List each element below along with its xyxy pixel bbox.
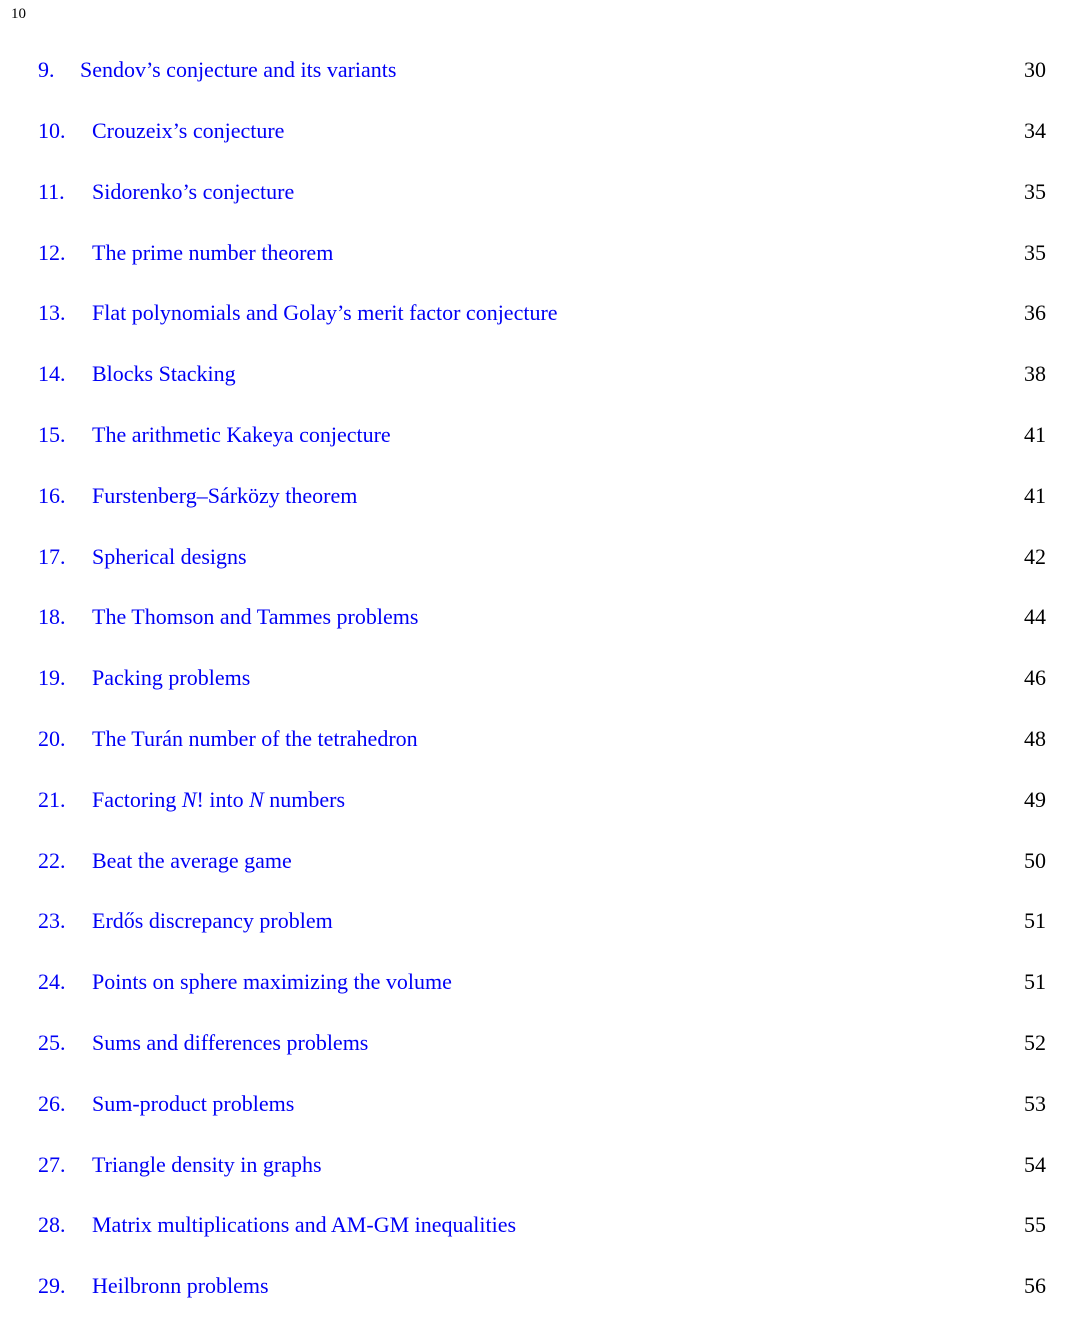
toc-entry-title bbox=[92, 785, 345, 815]
toc-entry-page: 35 bbox=[1024, 179, 1046, 204]
toc-entry-number: 20. bbox=[38, 726, 66, 751]
math-variable-n: N bbox=[249, 787, 264, 812]
toc-entry-page: 50 bbox=[1024, 848, 1046, 873]
toc-entry-number: 26. bbox=[38, 1091, 66, 1116]
toc-entry-title: Spherical designs bbox=[92, 544, 247, 569]
toc-entry-page: 48 bbox=[1024, 726, 1046, 751]
toc-entry-number: 9. bbox=[38, 57, 55, 82]
toc-entry-number: 29. bbox=[38, 1273, 66, 1298]
toc-entry-page: 38 bbox=[1024, 361, 1046, 386]
toc-entry-title: Heilbronn problems bbox=[92, 1273, 269, 1298]
toc-entry-page: 46 bbox=[1024, 665, 1046, 690]
toc-entry-19[interactable] bbox=[38, 663, 1046, 693]
toc-entry-26[interactable] bbox=[38, 1089, 1046, 1119]
toc-entry-page: 30 bbox=[1024, 57, 1046, 82]
toc-entry-page: 56 bbox=[1024, 1273, 1046, 1298]
toc-entry-number: 19. bbox=[38, 665, 66, 690]
toc-entry-title: The prime number theorem bbox=[92, 240, 334, 265]
toc-entry-number: 21. bbox=[38, 787, 66, 812]
toc-entry-number: 14. bbox=[38, 361, 66, 386]
toc-entry-11[interactable] bbox=[38, 177, 1046, 207]
page-number: 10 bbox=[11, 6, 26, 22]
toc-entry-number: 16. bbox=[38, 483, 66, 508]
toc-entry-page: 44 bbox=[1024, 604, 1046, 629]
toc-entry-title: Erdős discrepancy problem bbox=[92, 908, 333, 933]
toc-entry-13[interactable] bbox=[38, 298, 1046, 328]
toc-entry-title: The Turán number of the tetrahedron bbox=[92, 726, 418, 751]
toc-entry-page: 36 bbox=[1024, 300, 1046, 325]
toc-entry-title: Beat the average game bbox=[92, 848, 292, 873]
toc-entry-number: 18. bbox=[38, 604, 66, 629]
toc-entry-number: 22. bbox=[38, 848, 66, 873]
title-text: numbers bbox=[263, 787, 346, 812]
toc-entry-16[interactable] bbox=[38, 481, 1046, 511]
toc-entry-page: 52 bbox=[1024, 1030, 1046, 1055]
toc-entry-23[interactable] bbox=[38, 906, 1046, 936]
toc-entry-title: The Thomson and Tammes problems bbox=[92, 604, 419, 629]
toc-entry-title: Triangle density in graphs bbox=[92, 1152, 322, 1177]
toc-entry-29[interactable] bbox=[38, 1271, 1046, 1301]
toc-entry-title: Furstenberg–Sárközy theorem bbox=[92, 483, 358, 508]
toc-entry-21[interactable] bbox=[38, 785, 1046, 815]
toc-entry-number: 27. bbox=[38, 1152, 66, 1177]
toc-entry-page: 55 bbox=[1024, 1212, 1046, 1237]
toc-entry-title: Packing problems bbox=[92, 665, 251, 690]
title-text: ! into bbox=[196, 787, 250, 812]
toc-entry-number: 25. bbox=[38, 1030, 66, 1055]
toc-entry-title: Crouzeix’s conjecture bbox=[92, 118, 285, 143]
toc-entry-title: Points on sphere maximizing the volume bbox=[92, 969, 452, 994]
toc-entry-10[interactable] bbox=[38, 116, 1046, 146]
toc-entry-12[interactable] bbox=[38, 238, 1046, 268]
title-text: Factoring bbox=[92, 787, 182, 812]
toc-entry-page: 51 bbox=[1024, 908, 1046, 933]
toc-entry-title: The arithmetic Kakeya conjecture bbox=[92, 422, 391, 447]
toc-entry-number: 17. bbox=[38, 544, 66, 569]
toc-entry-number: 15. bbox=[38, 422, 66, 447]
toc-entry-title: Matrix multiplications and AM-GM inequalities bbox=[92, 1212, 517, 1237]
toc-entry-page: 34 bbox=[1024, 118, 1046, 143]
toc-entry-page: 54 bbox=[1024, 1152, 1046, 1177]
toc-entry-page: 41 bbox=[1024, 422, 1046, 447]
toc-entry-page: 51 bbox=[1024, 969, 1046, 994]
toc-entry-17[interactable] bbox=[38, 542, 1046, 572]
toc-entry-page: 42 bbox=[1024, 544, 1046, 569]
toc-entry-number: 23. bbox=[38, 908, 66, 933]
toc-entry-title: Sendov’s conjecture and its variants bbox=[80, 57, 397, 82]
toc-entry-14[interactable] bbox=[38, 359, 1046, 389]
toc-entry-27[interactable] bbox=[38, 1150, 1046, 1180]
toc-entry-number: 28. bbox=[38, 1212, 66, 1237]
toc-entry-9[interactable] bbox=[38, 55, 1046, 85]
toc-entry-number: 11. bbox=[38, 179, 65, 204]
math-variable-n: N bbox=[181, 787, 197, 812]
toc-entry-number: 24. bbox=[38, 969, 66, 994]
toc-entry-number: 10. bbox=[38, 118, 66, 143]
toc-entry-25[interactable] bbox=[38, 1028, 1046, 1058]
toc-entry-number: 13. bbox=[38, 300, 66, 325]
toc-entry-22[interactable] bbox=[38, 846, 1046, 876]
toc-entry-18[interactable] bbox=[38, 602, 1046, 632]
toc-entry-24[interactable] bbox=[38, 967, 1046, 997]
toc-entry-page: 41 bbox=[1024, 483, 1046, 508]
toc-entry-title: Flat polynomials and Golay’s merit factor conjecture bbox=[92, 300, 558, 325]
toc-entry-15[interactable] bbox=[38, 420, 1046, 450]
toc-entry-title: Sum-product problems bbox=[92, 1091, 295, 1116]
toc-entry-title: Sums and differences problems bbox=[92, 1030, 369, 1055]
toc-entry-title: Blocks Stacking bbox=[92, 361, 236, 386]
toc-entry-28[interactable] bbox=[38, 1210, 1046, 1240]
toc-entry-page: 35 bbox=[1024, 240, 1046, 265]
toc-entry-page: 53 bbox=[1024, 1091, 1046, 1116]
toc-entry-title: Sidorenko’s conjecture bbox=[92, 179, 295, 204]
toc-entry-number: 12. bbox=[38, 240, 66, 265]
toc-entry-20[interactable] bbox=[38, 724, 1046, 754]
toc-entry-page: 49 bbox=[1024, 787, 1046, 812]
